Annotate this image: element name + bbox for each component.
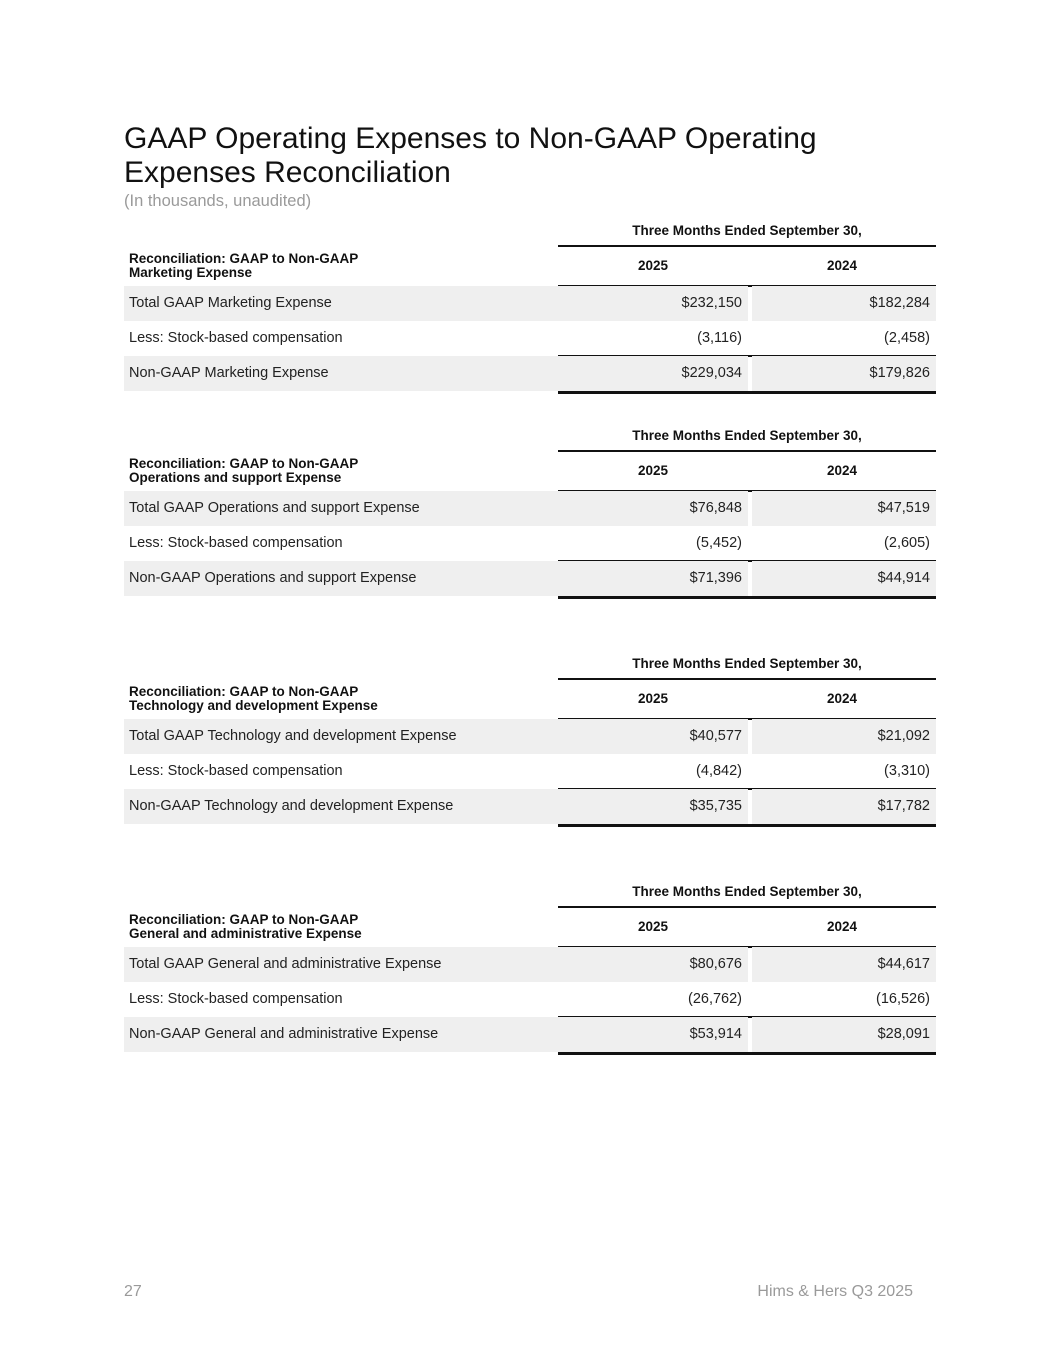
value-2024: $28,091: [752, 1017, 936, 1052]
period-header: Three Months Ended September 30,: [632, 428, 862, 443]
table-row: [124, 947, 939, 982]
column-header-2025: 2025: [637, 463, 669, 478]
value-2024: $47,519: [752, 491, 936, 526]
row-label: Less: Stock-based compensation: [129, 330, 343, 346]
table-row: [124, 491, 939, 526]
column-header-2024: 2024: [826, 463, 858, 478]
value-2025: $80,676: [558, 947, 748, 982]
value-2025: (3,116): [697, 330, 742, 346]
row-label: Total GAAP Technology and development Expense: [124, 719, 558, 754]
page-subtitle: (In thousands, unaudited): [124, 192, 312, 210]
value-2024: $44,617: [752, 947, 936, 982]
table-row: [124, 982, 939, 1017]
operations-support-reconciliation-table: [124, 423, 939, 603]
value-2025: (5,452): [696, 535, 742, 551]
value-2025: $71,396: [558, 561, 748, 596]
value-2025: $53,914: [558, 1017, 748, 1052]
footer-brand: Hims & Hers Q3 2025: [757, 1283, 913, 1300]
period-header: Three Months Ended September 30,: [632, 656, 862, 671]
column-header-2024: 2024: [826, 691, 858, 706]
row-label: Non-GAAP General and administrative Expense: [124, 1017, 558, 1052]
row-label: Less: Stock-based compensation: [129, 535, 343, 551]
marketing-reconciliation-table: [124, 218, 939, 398]
table-row: [124, 286, 939, 321]
row-label: Total GAAP Operations and support Expense: [124, 491, 558, 526]
technology-development-reconciliation-table: [124, 651, 939, 831]
row-label: Total GAAP Marketing Expense: [124, 286, 558, 321]
table-row: [124, 754, 939, 789]
table-row: [124, 1017, 939, 1052]
table-row: [124, 789, 939, 824]
value-2025: $232,150: [558, 286, 748, 321]
reconciliation-label: Reconciliation: GAAP to Non-GAAP Technology and development Expense: [129, 684, 378, 713]
value-2025: $40,577: [558, 719, 748, 754]
reconciliation-label: Reconciliation: GAAP to Non-GAAP Operations and support Expense: [129, 456, 359, 485]
column-header-2025: 2025: [637, 258, 669, 273]
table-row: [124, 356, 939, 391]
row-label: Less: Stock-based compensation: [129, 763, 343, 779]
row-label: Non-GAAP Technology and development Expense: [124, 789, 558, 824]
table-row: [124, 719, 939, 754]
value-2025: $35,735: [558, 789, 748, 824]
row-label: Non-GAAP Operations and support Expense: [124, 561, 558, 596]
reconciliation-label: Reconciliation: GAAP to Non-GAAP General and administrative Expense: [129, 912, 362, 941]
total-rule: [558, 391, 936, 394]
period-header: Three Months Ended September 30,: [632, 884, 862, 899]
table-row: [124, 526, 939, 561]
value-2024: $17,782: [752, 789, 936, 824]
value-2024: $182,284: [752, 286, 936, 321]
value-2024: $179,826: [752, 356, 936, 391]
row-label: Less: Stock-based compensation: [129, 991, 343, 1007]
row-label: Total GAAP General and administrative Expense: [124, 947, 558, 982]
column-header-2024: 2024: [826, 258, 858, 273]
value-2024: $21,092: [752, 719, 936, 754]
page-number: 27: [124, 1283, 142, 1300]
total-rule: [558, 596, 936, 599]
value-2024: (16,526): [875, 991, 930, 1007]
value-2024: (2,458): [884, 330, 930, 346]
value-2025: (4,842): [696, 763, 742, 779]
page-title: GAAP Operating Expenses to Non-GAAP Operating Expenses Reconciliation: [124, 122, 817, 189]
column-header-2025: 2025: [637, 691, 669, 706]
value-2025: (26,762): [687, 991, 742, 1007]
value-2025: $76,848: [558, 491, 748, 526]
row-label: Non-GAAP Marketing Expense: [124, 356, 558, 391]
period-header: Three Months Ended September 30,: [632, 223, 862, 238]
general-administrative-reconciliation-table: [124, 879, 939, 1059]
value-2025: $229,034: [558, 356, 748, 391]
total-rule: [558, 1052, 936, 1055]
reconciliation-label: Reconciliation: GAAP to Non-GAAP Marketing Expense: [129, 251, 359, 280]
value-2024: $44,914: [752, 561, 936, 596]
column-header-2024: 2024: [826, 919, 858, 934]
table-row: [124, 561, 939, 596]
column-header-2025: 2025: [637, 919, 669, 934]
table-row: [124, 321, 939, 356]
value-2024: (3,310): [884, 763, 930, 779]
value-2024: (2,605): [884, 535, 930, 551]
total-rule: [558, 824, 936, 827]
